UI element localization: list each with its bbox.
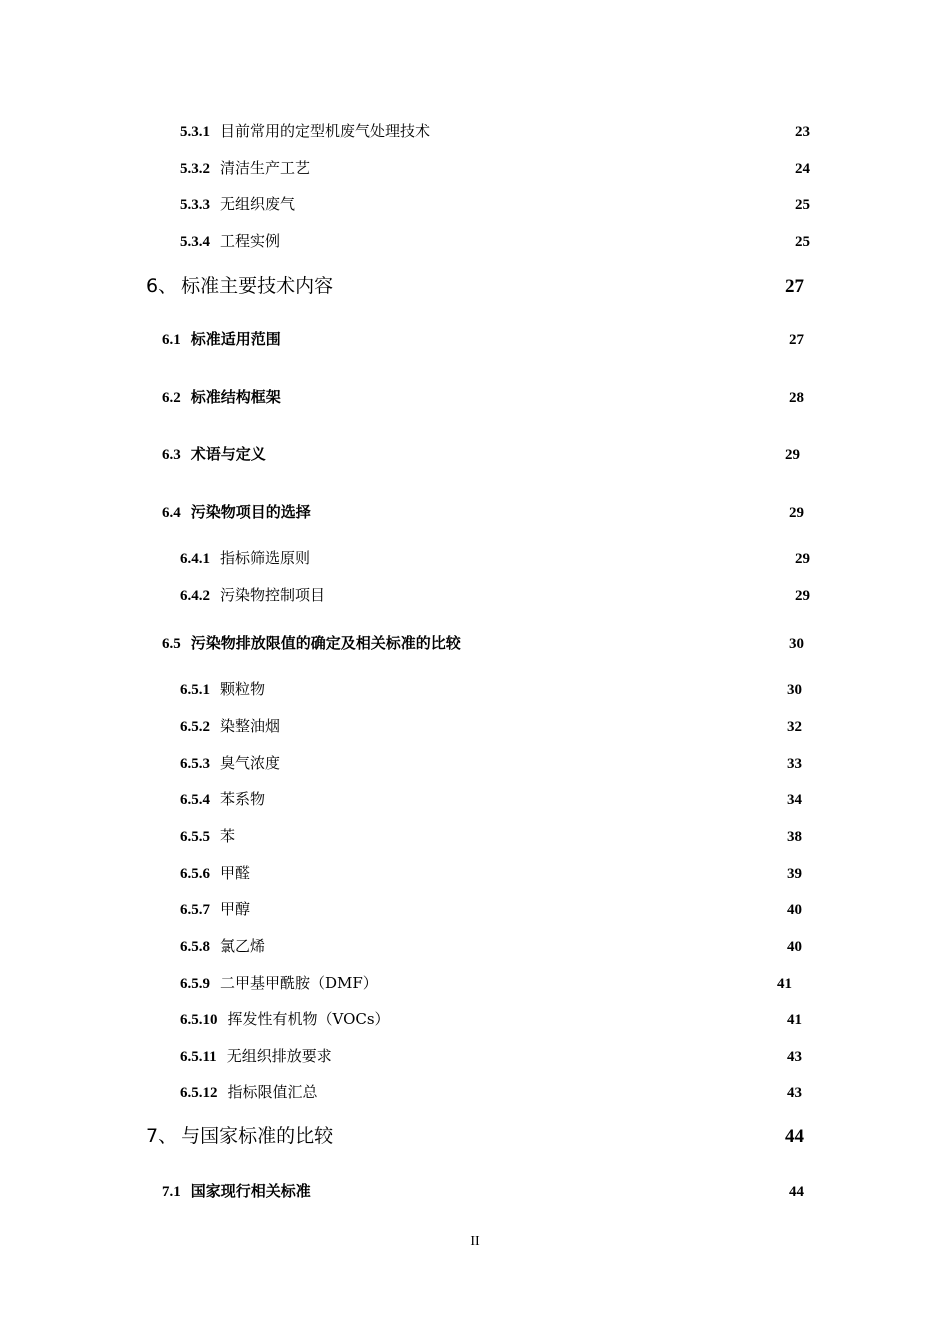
- toc-entry-number: 6.5.10: [180, 1012, 218, 1028]
- toc-entry-number: 6.5.8: [180, 939, 210, 955]
- toc-section-entry[interactable]: [162, 632, 804, 652]
- toc-section-entry[interactable]: [162, 386, 804, 406]
- toc-entry[interactable]: [180, 898, 802, 918]
- toc-entry-page: 30: [787, 682, 802, 698]
- toc-entry-number: 7、: [146, 1125, 178, 1147]
- toc-entry-page: 40: [787, 939, 802, 955]
- toc-entry-page: 25: [795, 234, 810, 250]
- toc-entry-number: 6.5.9: [180, 976, 210, 992]
- toc-entry-title: 目前常用的定型机废气处理技术: [220, 122, 431, 140]
- toc-entry[interactable]: [180, 584, 810, 604]
- toc-entry[interactable]: [180, 788, 802, 808]
- toc-entry-page: 43: [787, 1049, 802, 1065]
- toc-entry-page: 41: [787, 1012, 802, 1028]
- toc-entry-title: 臭气浓度: [220, 754, 281, 772]
- toc-entry-number: 6.5: [162, 636, 181, 652]
- toc-entry-page: 29: [785, 447, 800, 463]
- toc-entry[interactable]: [180, 862, 802, 882]
- toc-entry-title: 二甲基甲酰胺（DMF）: [220, 974, 378, 992]
- toc-entry-number: 6.5.7: [180, 902, 210, 918]
- toc-entry-title: 术语与定义: [190, 445, 266, 463]
- toc-entry[interactable]: [180, 193, 810, 213]
- toc-entry-page: 44: [785, 1126, 804, 1147]
- toc-chapter-entry[interactable]: [146, 1121, 804, 1147]
- toc-entry-number: 5.3.3: [180, 197, 210, 213]
- toc-entry-number: 7.1: [162, 1184, 181, 1200]
- toc-entry-number: 6.5.3: [180, 756, 210, 772]
- toc-entry-number: 5.3.1: [180, 124, 210, 140]
- toc-entry-title: 甲醇: [220, 900, 251, 918]
- toc-entry-page: 23: [795, 124, 810, 140]
- toc-entry-title: 污染物控制项目: [220, 586, 326, 604]
- toc-entry[interactable]: [180, 972, 792, 992]
- toc-entry-number: 6.5.4: [180, 792, 210, 808]
- toc-entry-page: 27: [785, 276, 804, 297]
- toc-entry-page: 24: [795, 161, 810, 177]
- toc-entry[interactable]: [180, 715, 802, 735]
- toc-entry[interactable]: [180, 120, 810, 140]
- toc-entry-number: 6.1: [162, 332, 181, 348]
- toc-entry-page: 25: [795, 197, 810, 213]
- toc-entry-title: 污染物排放限值的确定及相关标准的比较: [190, 634, 461, 652]
- toc-entry-page: 30: [789, 636, 804, 652]
- toc-entry-number: 6.4: [162, 505, 181, 521]
- toc-entry[interactable]: [180, 752, 802, 772]
- toc-entry-title: 标准适用范围: [190, 330, 281, 348]
- toc-entry-page: 27: [789, 332, 804, 348]
- toc-entry-number: 6.5.5: [180, 829, 210, 845]
- toc-section-entry[interactable]: [162, 501, 804, 521]
- toc-entry-number: 5.3.4: [180, 234, 210, 250]
- toc-entry-number: 6.4.2: [180, 588, 210, 604]
- toc-entry-title: 工程实例: [220, 232, 281, 250]
- toc-entry-title: 苯系物: [220, 790, 266, 808]
- toc-entry-title: 颗粒物: [220, 680, 266, 698]
- toc-entry-title: 指标限值汇总: [227, 1083, 318, 1101]
- toc-entry-title: 标准主要技术内容: [181, 275, 334, 297]
- toc-entry-title: 氯乙烯: [220, 937, 266, 955]
- toc-entry-page: 34: [787, 792, 802, 808]
- toc-entry[interactable]: [180, 678, 802, 698]
- toc-entry[interactable]: [180, 1081, 802, 1101]
- toc-entry-number: 6.5.2: [180, 719, 210, 735]
- toc-chapter-entry[interactable]: [146, 271, 804, 297]
- toc-entry-title: 挥发性有机物（VOCs）: [227, 1010, 390, 1028]
- toc-entry-title: 国家现行相关标准: [190, 1182, 311, 1200]
- toc-entry-page: 29: [795, 551, 810, 567]
- toc-entry[interactable]: [180, 1045, 802, 1065]
- toc-entry-page: 32: [787, 719, 802, 735]
- toc-entry-number: 6.5.12: [180, 1085, 218, 1101]
- toc-section-entry[interactable]: [162, 443, 800, 463]
- toc-entry[interactable]: [180, 825, 802, 845]
- toc-entry-title: 清洁生产工艺: [220, 159, 311, 177]
- page-number: II: [470, 1234, 480, 1249]
- toc-entry-title: 染整油烟: [220, 717, 281, 735]
- toc-entry[interactable]: [180, 547, 810, 567]
- toc-entry-number: 6.3: [162, 447, 181, 463]
- toc-entry-title: 无组织排放要求: [226, 1047, 332, 1065]
- toc-entry-page: 29: [789, 505, 804, 521]
- toc-entry-page: 39: [787, 866, 802, 882]
- toc-entry-title: 指标筛选原则: [220, 549, 311, 567]
- toc-section-entry[interactable]: [162, 328, 804, 348]
- toc-entry-title: 标准结构框架: [190, 388, 281, 406]
- toc-entry-page: 28: [789, 390, 804, 406]
- toc-entry-title: 苯: [220, 827, 236, 845]
- toc-entry-title: 无组织废气: [220, 195, 296, 213]
- toc-entry[interactable]: [180, 1008, 802, 1028]
- toc-entry[interactable]: [180, 230, 810, 250]
- toc-entry-number: 6、: [146, 275, 178, 297]
- toc-entry[interactable]: [180, 935, 802, 955]
- toc-entry-title: 甲醛: [220, 864, 251, 882]
- toc-entry-number: 6.5.1: [180, 682, 210, 698]
- toc-section-entry[interactable]: [162, 1180, 804, 1200]
- toc-entry-page: 29: [795, 588, 810, 604]
- toc-entry-page: 44: [789, 1184, 804, 1200]
- toc-entry-page: 41: [777, 976, 792, 992]
- toc-entry-number: 6.2: [162, 390, 181, 406]
- toc-entry-number: 6.5.11: [180, 1049, 217, 1065]
- toc-entry-page: 43: [787, 1085, 802, 1101]
- toc-entry-title: 与国家标准的比较: [181, 1125, 334, 1147]
- toc-entry-page: 33: [787, 756, 802, 772]
- toc-entry-number: 6.5.6: [180, 866, 210, 882]
- toc-entry-title: 污染物项目的选择: [190, 503, 311, 521]
- toc-entry-page: 38: [787, 829, 802, 845]
- toc-entry-number: 6.4.1: [180, 551, 210, 567]
- toc-entry-page: 40: [787, 902, 802, 918]
- toc-entry-number: 5.3.2: [180, 161, 210, 177]
- toc-entry[interactable]: [180, 157, 810, 177]
